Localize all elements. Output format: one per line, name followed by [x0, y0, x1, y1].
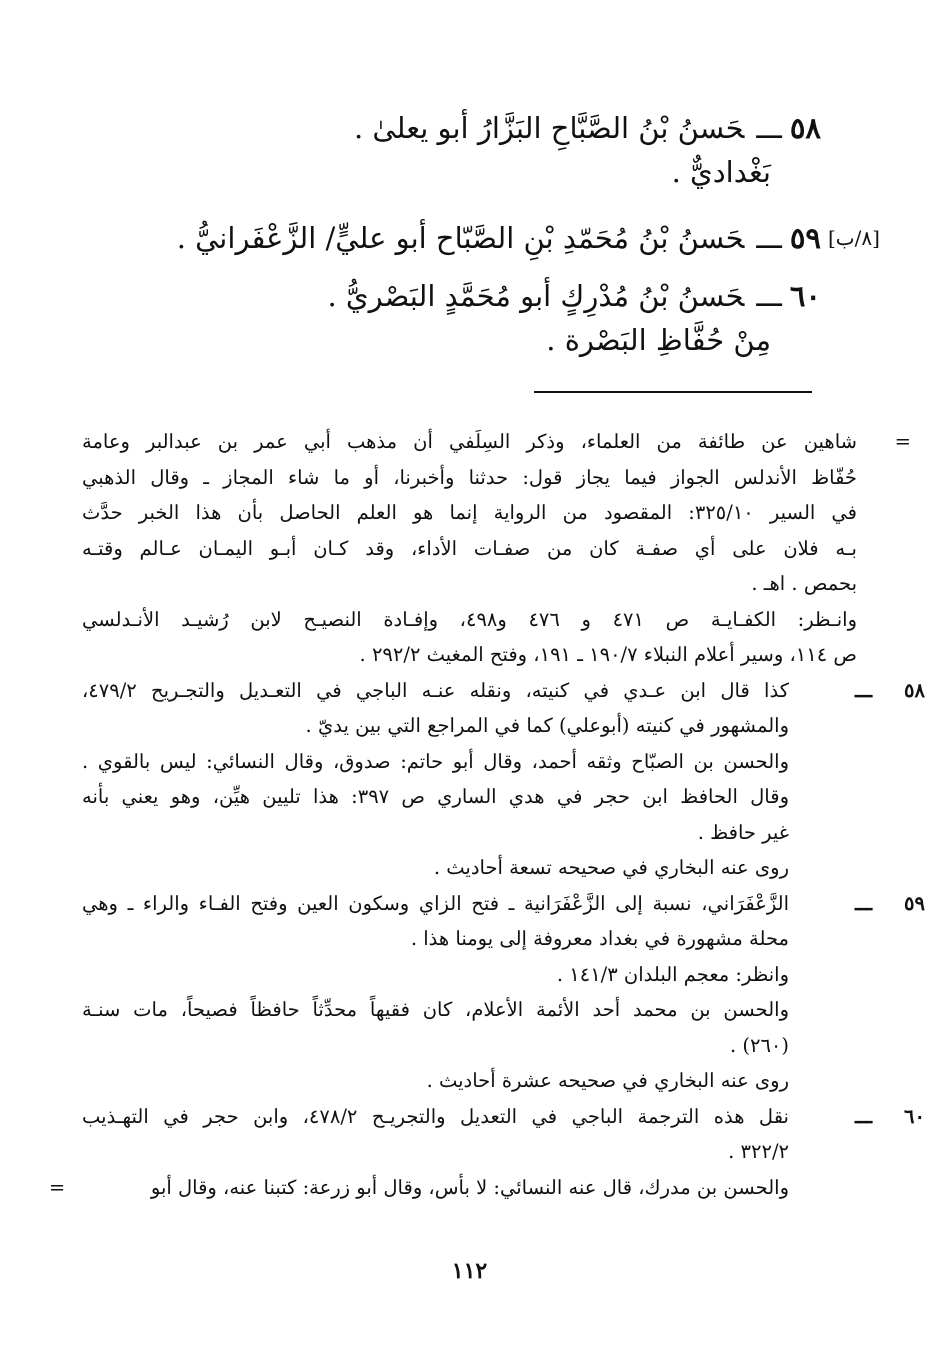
continued-mark: =: [894, 430, 911, 453]
entry-number: ٥٨: [789, 111, 821, 145]
footnote-58-line: والمشهور في كنيته (أبوعلي) كما في المراجع التي بين يديّ .: [305, 714, 789, 737]
footnote-line: حُفّاظ الأندلس الجواز فيما يجاز قول: حدثنا وأخبرنا، أو ما شاء المجاز ـ وقال الذهبي: [82, 465, 857, 489]
footnote-separator: [534, 391, 812, 393]
footnote-59-line: (٢٦٠) .: [729, 1033, 789, 1057]
entry-continuation: مِنْ حُفَّاظِ البَصْرة .: [546, 323, 771, 357]
entry-dash: ـــ: [756, 279, 782, 313]
footnote-line: ص ١١٤، وسير أعلام النبلاء ١٩٠/٧ ـ ١٩١، وفتح المغيث ٢٩٢/٢ .: [359, 643, 857, 666]
footnote-59-line: والحسن بن محمد أحد الأئمة الأعلام، كان فقيهاً محدِّثاً حافظاً فصيحاً، مات سنـة: [82, 998, 789, 1021]
entry-dash: ـــ: [756, 111, 782, 145]
footnote-58-line: ٥٨ ـــ كذا قال ابن عـدي في كنيته، ونقله عنـه الباجي في التعـديل والتجـريح ٤٧٩/٢،: [82, 673, 857, 709]
footnote-58-line: غير حافظ .: [697, 820, 789, 844]
footnote-label: ٥٩ ـــ: [855, 891, 925, 915]
footnote-line: = شاهين عن طائفة من العلماء، وذكر السِلَفي أن مذهب أبي عمر بن عبدالبر وعامة: [82, 424, 857, 460]
entry-text: حَسنُ بْنُ مُحَمّدِ بْنِ الصَّبّاح أبو عليٍّ/ الزَّعْفَرانيُّ .: [176, 221, 745, 255]
entry-continuation: بَغْداديٌّ .: [671, 155, 771, 189]
footnote-58-line: وقال الحافظ ابن حجر في هدي الساري ص ٣٩٧: هذا تليين هيِّن، وهو يعني بأنه: [82, 785, 789, 808]
entry-60: [90, 274, 821, 362]
footnote-line: بحمص . اهـ .: [751, 572, 857, 595]
entry-number: ٦٠: [789, 279, 821, 313]
folio-marker: [٨/ب]: [828, 226, 880, 250]
footnote-line: في السير ٣٢٥/١٠: المقصود من الرواية إنما هو العلم الحاصل بأن هذا الخبر حدَّث: [82, 501, 858, 524]
entry-58: [90, 106, 821, 194]
footnote-label: ٦٠ ـــ: [855, 1104, 925, 1128]
footnote-60-line: والحسن بن مدرك، قال عنه النسائي: لا بأس، وقال أبو زرعة: كتبنا عنه، وقال أبو =: [82, 1170, 857, 1206]
footnote-59-line: روى عنه البخاري في صحيحه عشرة أحاديث .: [426, 1069, 789, 1092]
footnote-line: بـه فلان على أي صفـة كان من صفـات الأداء، وقد كـان أبـو اليمـان عـالم وقتـه: [82, 536, 857, 560]
entry-59: [90, 216, 821, 260]
footnote-60-line: ٦٠ ـــ نقل هذه الترجمة الباجي في التعديل والتجريـح ٤٧٨/٢، وابن حجر في التهـذيب: [82, 1099, 857, 1135]
footnote-line: وانـظر: الكفـايـة ص ٤٧١ و ٤٧٦ و٤٩٨، وإفـادة النصيـح لابن رُشيـد الأنـدلسي: [82, 607, 857, 631]
entry-text: حَسنُ بْنُ الصَّبَّاحِ البَزَّارُ أبو يعلىٰ .: [354, 111, 745, 145]
footnote-58-line: روى عنه البخاري في صحيحه تسعة أحاديث .: [433, 856, 789, 879]
entry-number: ٥٩: [789, 221, 821, 255]
footnotes: [48, 424, 925, 1205]
footnote-58-line: والحسن بن الصبّاح وثقه أحمد، وقال أبو حاتم: صدوق، وقال النسائي: ليس بالقوي .: [82, 749, 789, 773]
entry-text: حَسنُ بْنُ مُدْرِكٍ أبو مُحَمَّدٍ البَصْريُّ .: [327, 279, 745, 313]
continues-mark: =: [48, 1175, 66, 1199]
footnote-59-line: وانظر: معجم البلدان ١٤١/٣ .: [556, 962, 789, 986]
footnote-label: ٥٨ ـــ: [855, 678, 925, 702]
page-number: ١١٢: [451, 1258, 488, 1284]
footnote-60-line: ٣٢٢/٢ .: [728, 1140, 789, 1163]
entry-dash: ـــ: [756, 221, 782, 255]
footnote-59-line: محلة مشهورة في بغداد معروفة إلى يومنا هذا .: [410, 927, 789, 950]
footnote-59-line: ٥٩ ـــ الزَّعْفَرَاني، نسبة إلى الزَّعْفَرَانية ـ فتح الزاي وسكون العين وفتح الفـاء والراء ـ وهي: [82, 886, 857, 922]
